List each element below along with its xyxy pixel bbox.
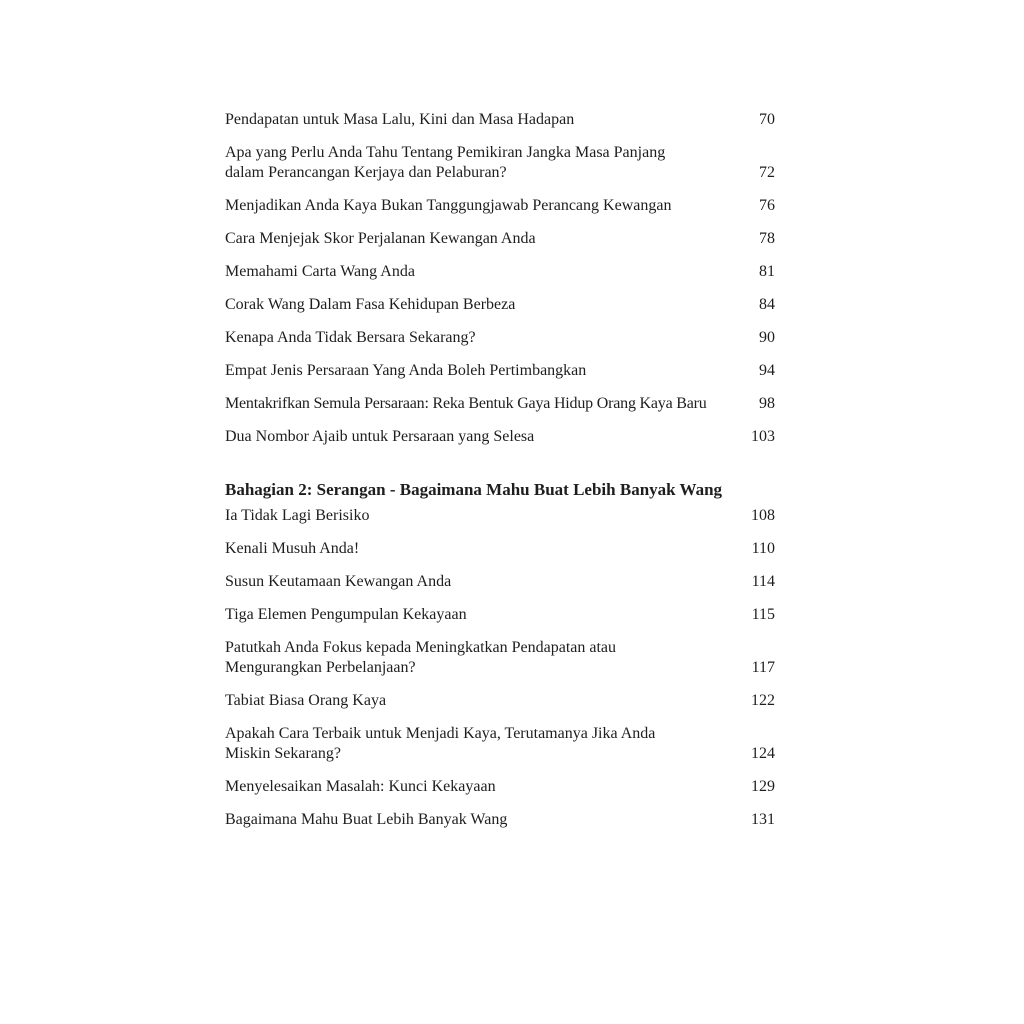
toc-entry — [225, 361, 775, 381]
toc-entry-page: 103 — [751, 428, 775, 445]
toc-entry — [225, 229, 775, 249]
toc-entry — [225, 605, 775, 625]
toc-entry-title: Pendapatan untuk Masa Lalu, Kini dan Masa Hadapan — [225, 111, 575, 128]
toc-entry-page: 72 — [759, 164, 775, 181]
toc-entry-title: Tabiat Biasa Orang Kaya — [225, 692, 387, 709]
toc-entry — [225, 810, 775, 830]
toc-entry — [225, 572, 775, 592]
toc-entry-title: Apakah Cara Terbaik untuk Menjadi Kaya, Terutamanya Jika Anda Miskin Sekarang? — [225, 725, 656, 762]
toc-entry — [225, 539, 775, 559]
toc-entry — [225, 295, 775, 315]
toc-entry-page: 131 — [751, 811, 775, 828]
toc-entry — [225, 638, 775, 678]
toc-entry — [225, 691, 775, 711]
toc-entry — [225, 143, 775, 183]
part2-toc-list — [225, 506, 775, 830]
toc-entry-page: 84 — [759, 296, 775, 313]
table-of-contents — [225, 110, 775, 830]
toc-entry-title: Memahami Carta Wang Anda — [225, 263, 415, 280]
toc-entry-page: 90 — [759, 329, 775, 346]
toc-entry-page: 78 — [759, 230, 775, 247]
part1-toc-list — [225, 110, 775, 447]
toc-entry-page: 94 — [759, 362, 775, 379]
toc-entry-title: Susun Keutamaan Kewangan Anda — [225, 573, 452, 590]
toc-entry — [225, 262, 775, 282]
toc-entry — [225, 427, 775, 447]
toc-entry-title: Dua Nombor Ajaib untuk Persaraan yang Selesa — [225, 428, 535, 445]
toc-entry-page: 98 — [759, 395, 775, 412]
toc-entry-title: Mentakrifkan Semula Persaraan: Reka Bentuk Gaya Hidup Orang Kaya Baru — [225, 395, 707, 412]
toc-entry — [225, 724, 775, 764]
toc-entry-title: Apa yang Perlu Anda Tahu Tentang Pemikiran Jangka Masa Panjang dalam Perancangan Kerjaya dan Pelaburan? — [225, 144, 666, 181]
toc-entry-page: 108 — [751, 507, 775, 524]
toc-entry-page: 117 — [751, 659, 775, 676]
toc-entry — [225, 328, 775, 348]
toc-entry-title: Menyelesaikan Masalah: Kunci Kekayaan — [225, 778, 496, 795]
toc-entry-title: Tiga Elemen Pengumpulan Kekayaan — [225, 606, 467, 623]
toc-entry-page: 115 — [751, 606, 775, 623]
toc-entry-page: 122 — [751, 692, 775, 709]
toc-entry-page: 70 — [759, 111, 775, 128]
toc-entry-page: 76 — [759, 197, 775, 214]
section-heading: Bahagian 2: Serangan - Bagaimana Mahu Buat Lebih Banyak Wang — [225, 480, 723, 499]
toc-entry-title: Kenapa Anda Tidak Bersara Sekarang? — [225, 329, 476, 346]
toc-entry-title: Ia Tidak Lagi Berisiko — [225, 507, 370, 524]
toc-entry-title: Patutkah Anda Fokus kepada Meningkatkan Pendapatan atau Mengurangkan Perbelanjaan? — [225, 639, 617, 676]
toc-entry — [225, 196, 775, 216]
toc-entry-page: 114 — [751, 573, 775, 590]
toc-entry-title: Empat Jenis Persaraan Yang Anda Boleh Pertimbangkan — [225, 362, 587, 379]
toc-entry-title: Bagaimana Mahu Buat Lebih Banyak Wang — [225, 811, 508, 828]
toc-entry — [225, 506, 775, 526]
toc-entry — [225, 110, 775, 130]
toc-entry — [225, 777, 775, 797]
toc-entry-title: Menjadikan Anda Kaya Bukan Tanggungjawab Perancang Kewangan — [225, 197, 672, 214]
toc-entry-page: 110 — [751, 540, 775, 557]
toc-entry-page: 81 — [759, 263, 775, 280]
toc-entry-title: Kenali Musuh Anda! — [225, 540, 360, 557]
toc-entry-page: 129 — [751, 778, 775, 795]
toc-entry-title: Corak Wang Dalam Fasa Kehidupan Berbeza — [225, 296, 516, 313]
toc-entry-page: 124 — [751, 745, 775, 762]
toc-entry-title: Cara Menjejak Skor Perjalanan Kewangan Anda — [225, 230, 536, 247]
toc-entry — [225, 394, 775, 414]
